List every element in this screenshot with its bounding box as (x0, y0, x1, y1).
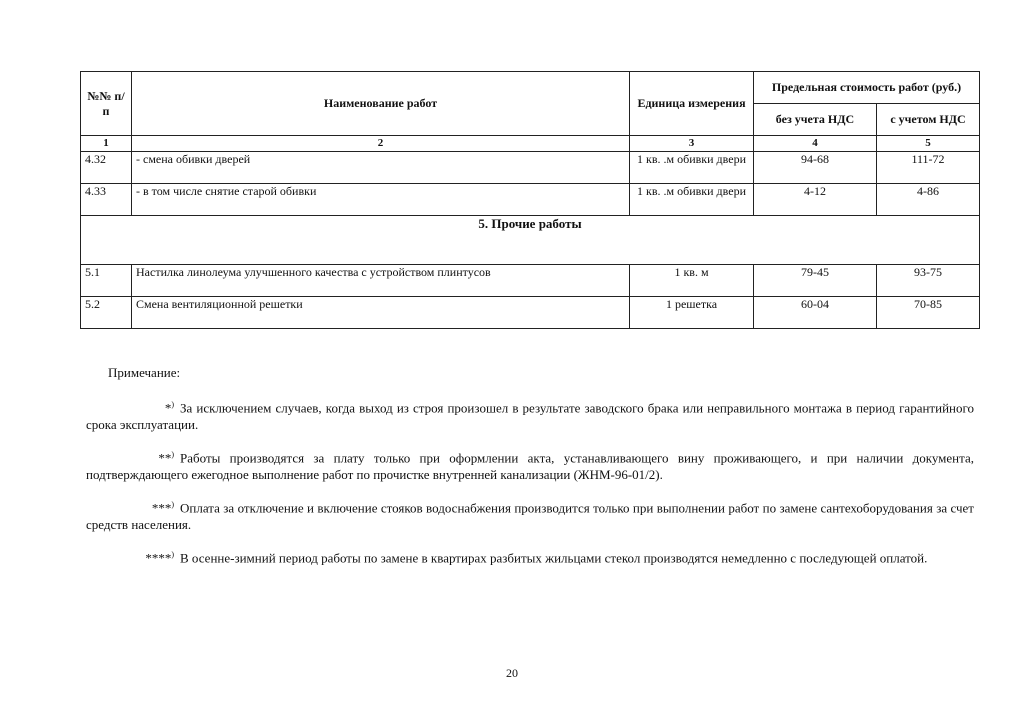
col-number: 2 (132, 136, 630, 152)
note-mark: ***) (151, 500, 174, 516)
row-num: 5.1 (81, 265, 132, 297)
price-table (80, 71, 980, 329)
row-unit: 1 кв. .м обивки двери (630, 152, 754, 184)
row-unit: 1 кв. .м обивки двери (630, 184, 754, 216)
column-number-row (81, 136, 980, 152)
row-name: Смена вентиляционной решетки (132, 297, 630, 329)
note-mark: **) (158, 450, 174, 466)
note-text: Работы производятся за плату только при оформлении акта, устанавливающего вину проживающего, и при наличии документа, подтверждающего ежегодное выполнение работ по прочистке внутренней канализации (ЖНМ-96-01/2). (86, 450, 974, 483)
table-row (81, 265, 980, 297)
header-price: Предельная стоимость работ (руб.) (754, 72, 980, 104)
note-item (86, 446, 974, 483)
row-with-vat: 70-85 (877, 297, 980, 329)
note-mark: ****) (145, 550, 174, 566)
col-number: 1 (81, 136, 132, 152)
row-num: 4.32 (81, 152, 132, 184)
row-name: - в том числе снятие старой обивки (132, 184, 630, 216)
table-row (81, 297, 980, 329)
row-with-vat: 4-86 (877, 184, 980, 216)
table-row (81, 184, 980, 216)
header-row-top (81, 72, 980, 104)
col-number: 5 (877, 136, 980, 152)
col-number: 4 (754, 136, 877, 152)
row-name: Настилка линолеума улучшенного качества с устройством плинтусов (132, 265, 630, 297)
note-text: В осенне-зимний период работы по замене в квартирах разбитых жильцами стекол производятся немедленно с последующей оплатой. (180, 550, 928, 566)
row-name: - смена обивки дверей (132, 152, 630, 184)
note-item (86, 496, 974, 533)
note-text: Оплата за отключение и включение стояков водоснабжения производится только при выполнении работ по замене сантехоборудования за счет средств населения. (86, 500, 974, 533)
note-item (86, 396, 974, 433)
section-title: 5. Прочие работы (81, 216, 980, 265)
row-without-vat: 94-68 (754, 152, 877, 184)
header-unit: Единица измерения (630, 72, 754, 136)
note-text: За исключением случаев, когда выход из строя произошел в результате заводского брака или неправильного монтажа в период гарантийного срока эксплуатации. (86, 400, 974, 433)
row-with-vat: 93-75 (877, 265, 980, 297)
table-row (81, 152, 980, 184)
row-without-vat: 79-45 (754, 265, 877, 297)
header-num: №№ п/п (81, 72, 132, 136)
header-with-vat: с учетом НДС (877, 104, 980, 136)
header-name: Наименование работ (132, 72, 630, 136)
section-row (81, 216, 980, 265)
row-unit: 1 решетка (630, 297, 754, 329)
col-number: 3 (630, 136, 754, 152)
row-without-vat: 4-12 (754, 184, 877, 216)
row-with-vat: 111-72 (877, 152, 980, 184)
notes-title: Примечание: (108, 365, 181, 380)
row-without-vat: 60-04 (754, 297, 877, 329)
header-without-vat: без учета НДС (754, 104, 877, 136)
note-mark: *) (164, 400, 174, 416)
row-num: 4.33 (81, 184, 132, 216)
row-num: 5.2 (81, 297, 132, 329)
note-item (86, 546, 974, 566)
row-unit: 1 кв. м (630, 265, 754, 297)
page-number: 20 (506, 666, 518, 680)
